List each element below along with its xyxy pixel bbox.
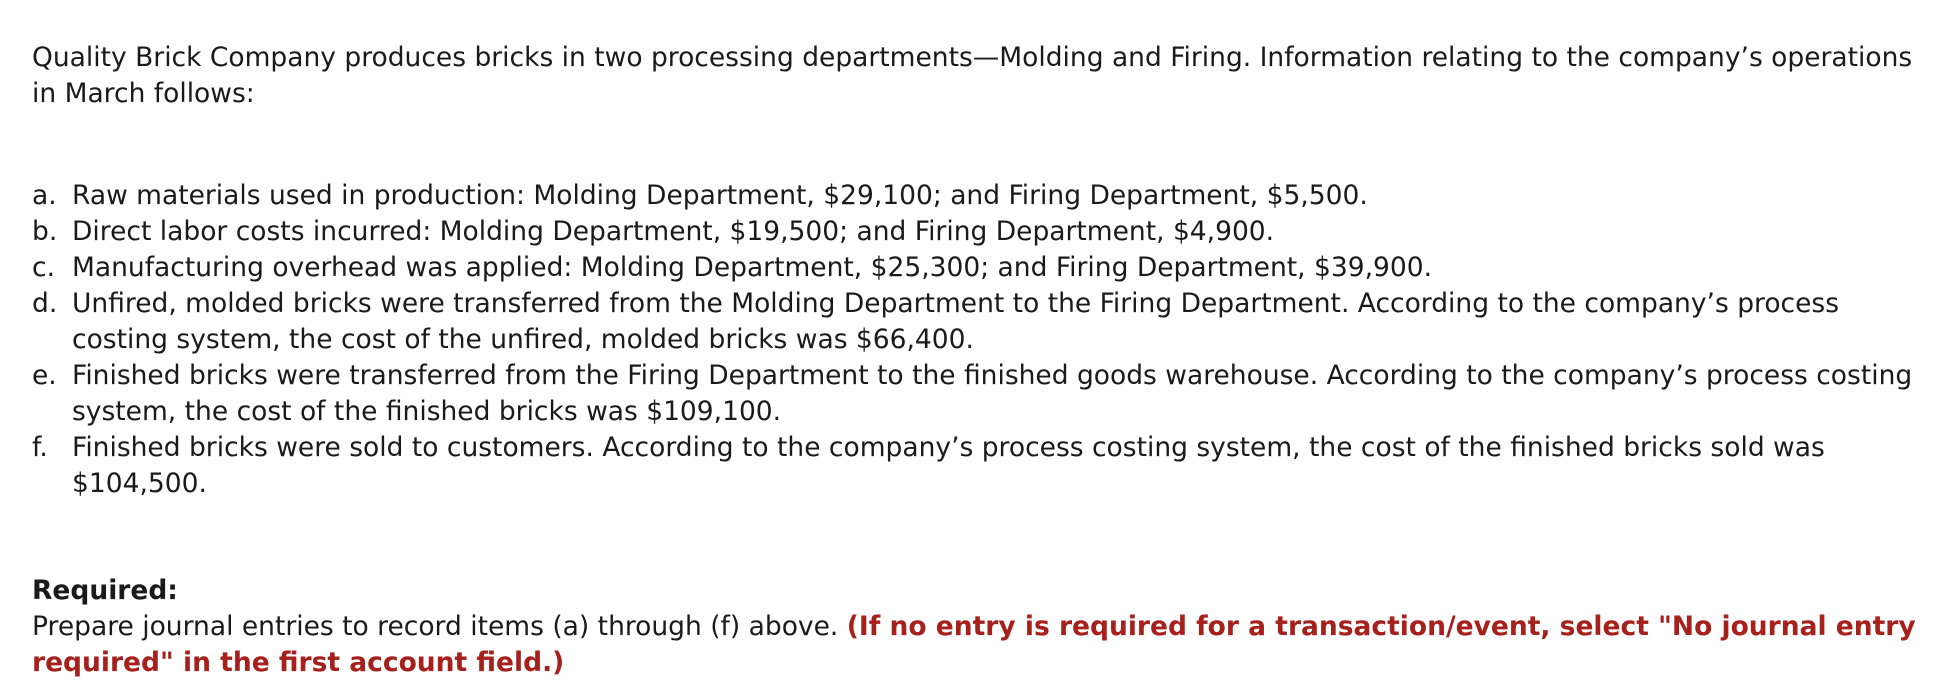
transaction-item-b — [32, 214, 1922, 250]
item-text: Finished bricks were transferred from the Firing Department to the finished goods warehouse. According to the company’s process costing system, the cost of the finished bricks was $109,100. — [72, 360, 1913, 427]
item-marker: d. — [32, 288, 58, 319]
transaction-item-e — [32, 358, 1922, 430]
item-text: Manufacturing overhead was applied: Molding Department, $25,300; and Firing Department, $39,900. — [72, 252, 1433, 283]
item-text: Raw materials used in production: Molding Department, $29,100; and Firing Department, $5,500. — [72, 180, 1368, 211]
transaction-list — [32, 178, 1922, 502]
item-marker: c. — [32, 252, 55, 283]
transaction-item-f — [32, 430, 1922, 502]
item-text: Unfired, molded bricks were transferred from the Molding Department to the Firing Department. According to the company’s process costing system, the cost of the unfired, molded bricks was $66,400. — [72, 288, 1840, 355]
transaction-item-c — [32, 250, 1922, 286]
item-text: Direct labor costs incurred: Molding Department, $19,500; and Firing Department, $4,900. — [72, 216, 1275, 247]
item-marker: a. — [32, 180, 57, 211]
transaction-item-a — [32, 178, 1922, 214]
required-heading: Required: — [32, 575, 178, 606]
required-section — [32, 573, 1922, 681]
item-marker: e. — [32, 360, 57, 391]
transaction-item-d — [32, 286, 1922, 358]
item-marker: b. — [32, 216, 58, 247]
required-instruction: Prepare journal entries to record items (a) through (f) above. — [32, 611, 847, 642]
item-marker: f. — [32, 432, 48, 463]
item-text: Finished bricks were sold to customers. According to the company’s process costing system, the cost of the finished bricks sold was $104,500. — [72, 432, 1825, 499]
problem-intro: Quality Brick Company produces bricks in two processing departments—Molding and Firing. Information relating to the company’s operations in March follows: — [32, 42, 1913, 109]
required-note: (If no entry is required for a transaction/event, select "No journal entry required" in the first account field.) — [32, 611, 1916, 678]
problem-statement — [32, 40, 1922, 681]
